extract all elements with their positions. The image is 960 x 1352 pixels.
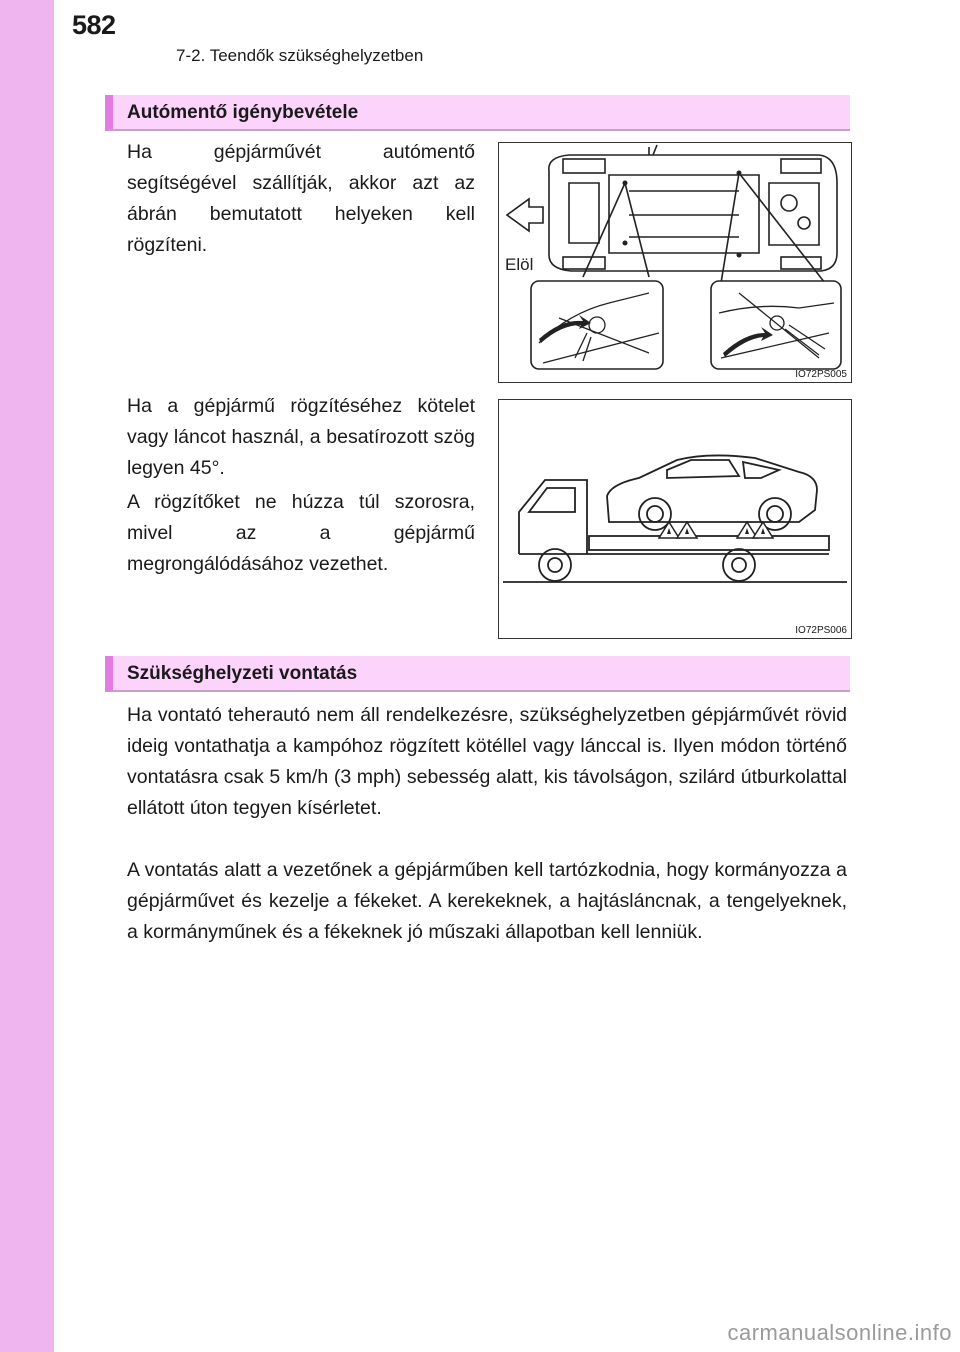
paragraph-tension-warning: A rögzítőket ne húzza túl szorosra, mivel az a gépjármű megrongálódásához vezethet. xyxy=(127,491,475,575)
flatbed-truck-diagram xyxy=(499,400,850,637)
side-color-band xyxy=(0,0,54,1352)
figure-tiedown-points xyxy=(498,142,852,383)
section-heading-tow-truck: Autómentő igénybevétele xyxy=(105,95,850,131)
paragraph-tow-intro: Ha gépjárművét autómentő segítségével szállítják, akkor azt az ábrán bemutatott helyeken kell rögzíteni. xyxy=(127,141,475,256)
car-underbody-diagram xyxy=(499,143,850,381)
front-label: Elöl xyxy=(505,255,534,274)
page-number: 582 xyxy=(72,10,116,40)
watermark-text: carmanualsonline.info xyxy=(727,1320,952,1345)
paragraph-chain-angle: Ha a gépjármű rögzítéséhez kötelet vagy láncot használ, a besatírozott szög legyen 45°. xyxy=(127,395,475,479)
chapter-title: 7-2. Teendők szükséghelyzetben xyxy=(176,46,424,65)
paragraph-driver-requirement: A vontatás alatt a vezetőnek a gépjárműben kell tartózkodnia, hogy kormányozza a gépjárművet és kezelje a fékeket. A kerekeknek, a hajtásláncnak, a tengelyeknek, a kormányműnek és a fékeknek jó műszaki állapotban kell lenniük. xyxy=(127,859,847,943)
section-heading-emergency-towing: Szükséghelyzeti vontatás xyxy=(105,656,850,692)
paragraph-emergency-towing: Ha vontató teherautó nem áll rendelkezésre, szükséghelyzetben gépjárművét rövid ideig vontathatja a kampóhoz rögzített kötéllel vagy lánccal is. Ilyen módon történő vontatásra csak 5 km/h (3 mph) sebesség alatt, kis távolságon, szilárd útburkolattal ellátott úton tegyen kísérletet. xyxy=(127,704,847,819)
figure-flatbed-truck xyxy=(498,399,852,639)
figure-code: IO72PS006 xyxy=(795,625,847,636)
figure-code: IO72PS005 xyxy=(795,369,847,380)
